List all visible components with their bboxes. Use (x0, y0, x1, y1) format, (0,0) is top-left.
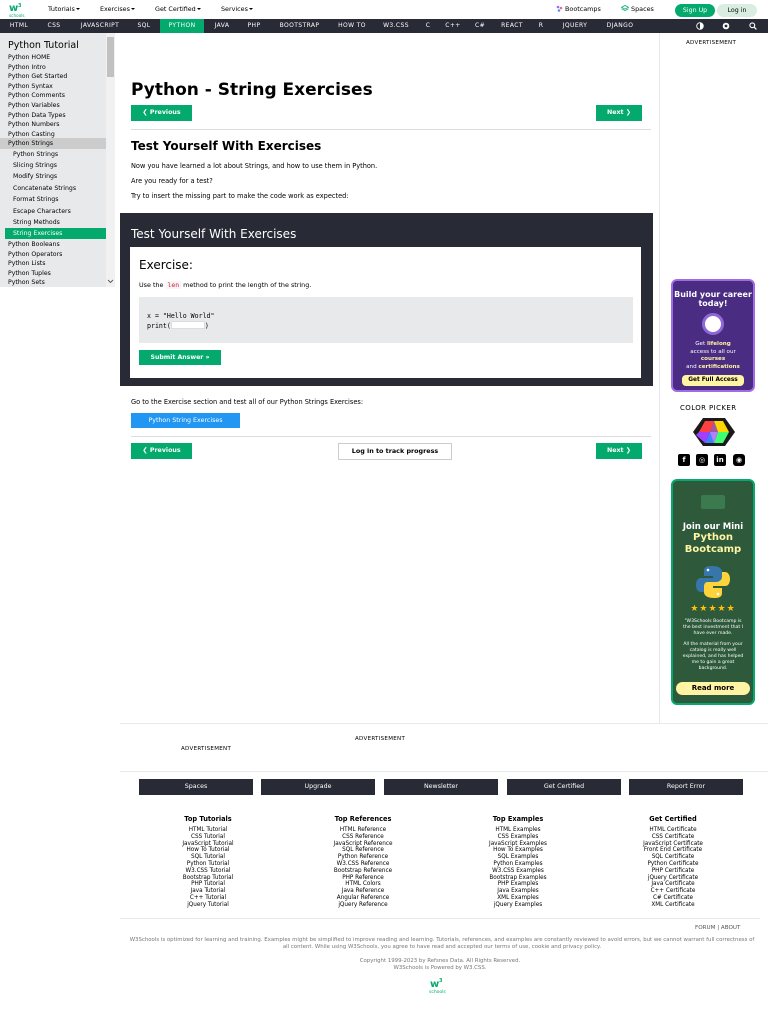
sidebar-scrollbar[interactable] (106, 33, 115, 287)
nav-w3css[interactable]: W3.CSS (383, 22, 409, 29)
footer-link[interactable]: Java Certificate (651, 881, 695, 888)
promo-text: Get lifelong access to all our courses and certifications (686, 341, 740, 370)
w3schools-badge-icon (701, 495, 725, 509)
about-link[interactable]: ABOUT (720, 925, 741, 931)
footer-upgrade-button[interactable]: Upgrade (261, 779, 375, 795)
divider (120, 771, 768, 772)
sidebar-subitem-slicing-strings[interactable]: Slicing Strings (13, 162, 57, 169)
sidebar-subitem-string-methods[interactable]: String Methods (13, 219, 60, 226)
intro-paragraph: Now you have learned a lot about Strings, and how to use them in Python. (131, 162, 378, 170)
goto-exercises-text: Go to the Exercise section and test all of our Python Strings Exercises: (131, 398, 364, 406)
read-more-button[interactable]: Read more (676, 682, 750, 695)
signup-button[interactable]: Sign Up (675, 4, 715, 17)
color-picker-icon[interactable] (693, 418, 735, 446)
track-progress-button[interactable]: Log in to track progress (338, 443, 452, 460)
nav-how-to[interactable]: HOW TO (338, 22, 366, 29)
nav-csharp[interactable]: C# (474, 22, 486, 29)
spaces-icon (621, 5, 629, 12)
previous-button-bottom[interactable]: ❮ Previous (131, 443, 192, 459)
tutorial-nav-bar (0, 19, 768, 33)
exercise-instruction: Use the len method to print the length of the string. (139, 281, 312, 289)
footer-link[interactable]: PHP Examples (497, 881, 539, 888)
sidebar-title: Python Tutorial (8, 40, 79, 51)
advertisement-label: ADVERTISEMENT (686, 40, 737, 46)
nav-django[interactable]: DJANGO (606, 22, 634, 29)
footer-link[interactable]: HTML Tutorial (188, 827, 228, 833)
top-bar (0, 0, 768, 19)
color-picker-label[interactable]: COLOR PICKER (680, 404, 737, 412)
caret-down-icon (76, 8, 80, 10)
nav-bootstrap[interactable]: BOOTSTRAP (279, 22, 320, 29)
footer-link[interactable]: PHP Certificate (651, 867, 695, 874)
footer-column-title: Get Certified (649, 815, 697, 823)
discord-icon[interactable]: ◉ (733, 454, 745, 466)
footer-link[interactable]: HTML Examples (495, 827, 541, 833)
footer-links: FORUM | ABOUT (695, 925, 741, 931)
previous-button[interactable]: ❮ Previous (131, 105, 192, 121)
get-full-access-button[interactable]: Get Full Access (682, 375, 744, 386)
caret-down-icon (249, 8, 253, 10)
footer-link[interactable]: Front End Certificate (643, 847, 703, 854)
footer-link[interactable]: C++ Certificate (650, 888, 696, 895)
footer-link[interactable]: PHP Tutorial (191, 881, 225, 888)
footer-spaces-button[interactable]: Spaces (139, 779, 253, 795)
footer-link[interactable]: jQuery Tutorial (187, 901, 229, 908)
w3schools-logo[interactable] (8, 2, 34, 18)
footer-link[interactable]: Java Tutorial (190, 888, 226, 895)
search-icon[interactable] (749, 22, 757, 30)
footer-newsletter-button[interactable]: Newsletter (384, 779, 498, 795)
divider (120, 723, 768, 724)
footer-link[interactable]: How To Examples (493, 847, 543, 854)
footer-link[interactable]: SQL Certificate (651, 854, 695, 861)
footer-link[interactable]: HTML Reference (339, 827, 387, 833)
footer-link[interactable]: Bootstrap Tutorial (182, 874, 234, 881)
login-button[interactable]: Log in (717, 4, 757, 17)
footer-link[interactable]: HTML Certificate (649, 827, 697, 833)
footer-link[interactable]: Bootstrap Reference (333, 867, 393, 874)
nav-html[interactable]: HTML (9, 22, 29, 29)
sidebar-item-python-casting[interactable]: Python Casting (8, 131, 55, 138)
exercise-box (120, 213, 653, 386)
sidebar-item-python-booleans[interactable]: Python Booleans (8, 241, 60, 248)
svg-text:3: 3 (439, 978, 443, 984)
footer-link[interactable]: Python Certificate (647, 860, 699, 867)
right-column-divider (659, 33, 660, 723)
sidebar-subitem-modify-strings[interactable]: Modify Strings (13, 173, 58, 180)
divider (131, 436, 651, 437)
sidebar-item-python-lists[interactable]: Python Lists (8, 260, 46, 267)
nav-cpp[interactable]: C++ (445, 22, 461, 29)
footer-link[interactable]: Bootstrap Examples (489, 874, 547, 881)
advertisement-label: ADVERTISEMENT (355, 736, 406, 742)
sidebar-item-python-intro[interactable]: Python Intro (8, 64, 46, 71)
sidebar-item-python-numbers[interactable]: Python Numbers (8, 121, 60, 128)
sidebar-item-python-comments[interactable]: Python Comments (8, 92, 65, 99)
footer-link[interactable]: CSS Tutorial (191, 833, 225, 840)
sidebar-item-python-home[interactable]: Python HOME (8, 54, 51, 61)
sidebar-item-python-operators[interactable]: Python Operators (8, 251, 63, 258)
menu-services[interactable]: Services (221, 5, 253, 13)
footer-link[interactable]: CSS Reference (342, 833, 384, 840)
footer-link[interactable]: Java Reference (341, 888, 385, 895)
footer-link[interactable]: Python Examples (493, 860, 543, 867)
nav-react[interactable]: REACT (501, 22, 523, 29)
footer-link[interactable]: Angular Reference (336, 894, 390, 901)
w3schools-footer-logo[interactable] (428, 977, 454, 995)
bootcamps-icon (556, 5, 563, 12)
dark-mode-icon[interactable] (696, 22, 704, 30)
footer-link[interactable]: SQL Reference (342, 847, 384, 854)
footer-link[interactable]: JavaScript Tutorial (182, 840, 234, 847)
nav-c[interactable]: C (425, 22, 431, 29)
nav-python[interactable]: PYTHON (160, 19, 204, 33)
python-logo-icon (695, 564, 731, 600)
logo-subtext: schools (9, 13, 25, 18)
caret-down-icon (131, 8, 135, 10)
python-string-exercises-button[interactable]: Python String Exercises (131, 413, 240, 428)
footer-report-error-button[interactable]: Report Error (629, 779, 743, 795)
sidebar-item-python-tuples[interactable]: Python Tuples (8, 270, 51, 277)
footer-link[interactable]: W3.CSS Examples (492, 867, 544, 874)
promo-line: Python (693, 532, 733, 543)
next-button[interactable]: Next ❯ (596, 105, 642, 121)
career-promo-card[interactable] (671, 279, 755, 392)
footer-link[interactable]: PHP Reference (342, 874, 384, 881)
footer-column-title: Top References (334, 815, 392, 823)
footer-link[interactable]: jQuery Certificate (647, 874, 699, 881)
footer-link[interactable]: JavaScript Reference (333, 840, 393, 847)
svg-text:w: w (430, 979, 440, 990)
svg-text:3: 3 (18, 3, 22, 9)
code-line: x = "Hello World" (147, 312, 215, 320)
footer-column-get-certified (618, 815, 728, 909)
sidebar-scrollbar-thumb[interactable] (107, 37, 114, 77)
ready-paragraph: Are you ready for a test? (131, 177, 213, 185)
linkedin-icon[interactable]: in (714, 454, 726, 466)
logo-subtext: schools (429, 990, 446, 995)
footer-copyright: Copyright 1999-2023 by Refsnes Data. All Rights Reserved. W3Schools is Powered by W3.CSS. (359, 958, 521, 971)
instruction-paragraph: Try to insert the missing part to make the code work as expected: (131, 192, 349, 200)
menu-exercises[interactable]: Exercises (100, 5, 135, 13)
footer-link[interactable]: HTML Colors (345, 881, 381, 888)
sidebar-subitem-format-strings[interactable]: Format Strings (13, 196, 59, 203)
next-button-bottom[interactable]: Next ❯ (596, 443, 642, 459)
exercise-label: Exercise: (139, 258, 193, 272)
instagram-icon[interactable]: ◎ (696, 454, 708, 466)
caret-down-icon (197, 8, 201, 10)
footer-disclaimer: W3Schools is optimized for learning and training. Examples might be simplified to improve reading and learning. Tutorials, references, and examples are constantly reviewed to avoid errors, but we cannot warrant full correctness of all content. While using W3Schools, you agree to have read and accepted our terms of use, cookie and privacy policy. (129, 937, 755, 950)
sidebar (0, 33, 115, 287)
testimonial-text: All the material from your catalog is really well explained, and has helped me to gain a great background. (682, 642, 744, 671)
python-bootcamp-promo[interactable] (671, 479, 755, 705)
sidebar-item-python-variables[interactable]: Python Variables (8, 102, 60, 109)
promo-title: Build your career today! (674, 290, 752, 308)
sidebar-subitem-escape-characters[interactable]: Escape Characters (13, 208, 71, 215)
inline-code: len (167, 281, 180, 289)
globe-icon[interactable] (722, 22, 730, 30)
nav-css[interactable]: CSS (47, 22, 61, 29)
footer-link[interactable]: Java Examples (497, 888, 539, 895)
footer-get-certified-button[interactable]: Get Certified (507, 779, 621, 795)
spaces-link[interactable]: Spaces (621, 5, 654, 13)
footer-link[interactable]: SQL Examples (497, 854, 539, 861)
footer-link[interactable]: CSS Examples (497, 833, 539, 840)
svg-text:w: w (9, 3, 19, 14)
submit-answer-button[interactable]: Submit Answer » (139, 350, 221, 365)
footer-column-title: Top Examples (492, 815, 544, 823)
footer-link[interactable]: Python Tutorial (186, 860, 230, 867)
footer-link[interactable]: XML Examples (497, 894, 539, 901)
rating-stars: ★★★★★ (690, 604, 736, 614)
footer-link[interactable]: jQuery Examples (493, 901, 543, 908)
footer-column-top-tutorials (153, 815, 263, 909)
nav-php[interactable]: PHP (247, 22, 261, 29)
exercise-panel (130, 247, 641, 378)
advertisement-label: ADVERTISEMENT (181, 746, 232, 752)
exercise-code-block (139, 297, 633, 343)
footer-link[interactable]: jQuery Reference (338, 901, 388, 908)
footer-link[interactable]: How To Tutorial (186, 847, 230, 854)
nav-sql[interactable]: SQL (137, 22, 151, 29)
footer-link[interactable]: XML Certificate (651, 901, 695, 908)
divider (131, 129, 651, 130)
footer-link[interactable]: Python Reference (337, 854, 389, 861)
sidebar-subitem-python-strings[interactable]: Python Strings (13, 151, 59, 158)
w3schools-badge-icon (702, 313, 724, 335)
sidebar-subitem-concatenate-strings[interactable]: Concatenate Strings (13, 185, 77, 192)
sidebar-item-python-sets[interactable]: Python Sets (8, 279, 45, 286)
footer-link[interactable]: CSS Certificate (651, 833, 695, 840)
facebook-icon[interactable]: f (678, 454, 690, 466)
footer-link[interactable]: JavaScript Examples (489, 840, 547, 847)
nav-jquery[interactable]: JQUERY (562, 22, 588, 29)
menu-tutorials[interactable]: Tutorials (48, 5, 80, 13)
exercise-box-title: Test Yourself With Exercises (131, 227, 297, 241)
chevron-down-icon[interactable] (107, 279, 114, 284)
footer-column-title: Top Tutorials (184, 815, 232, 823)
footer-link[interactable]: C++ Tutorial (189, 894, 227, 901)
menu-get-certified[interactable]: Get Certified (155, 5, 201, 13)
sidebar-item-python-data-types[interactable]: Python Data Types (8, 112, 66, 119)
footer-link[interactable]: C# Certificate (652, 894, 694, 901)
code-line: print( ) (147, 322, 209, 330)
divider (120, 918, 760, 919)
sidebar-item-python-syntax[interactable]: Python Syntax (8, 83, 53, 90)
promo-line: Join our Mini (682, 522, 744, 532)
footer-link[interactable]: W3.CSS Tutorial (185, 867, 231, 874)
sidebar-item-python-strings[interactable]: Python Strings (0, 138, 106, 149)
sidebar-subitem-string-exercises[interactable]: String Exercises (5, 228, 106, 239)
answer-input[interactable] (171, 321, 205, 329)
testimonial-text: "W3Schools Bootcamp is the best investment that I have ever made. (683, 619, 743, 636)
nav-r[interactable]: R (538, 22, 544, 29)
social-links (678, 454, 748, 466)
sidebar-item-python-get-started[interactable]: Python Get Started (8, 73, 68, 80)
footer-link[interactable]: W3.CSS Reference (336, 860, 390, 867)
footer-column-top-references (308, 815, 418, 909)
promo-line: Bootcamp (684, 544, 742, 555)
footer-link[interactable]: JavaScript Certificate (643, 840, 703, 847)
nav-javascript[interactable]: JAVASCRIPT (80, 22, 120, 29)
footer-column-top-examples (463, 815, 573, 909)
bootcamps-link[interactable]: Bootcamps (556, 5, 601, 13)
nav-java[interactable]: JAVA (214, 22, 230, 29)
section-heading: Test Yourself With Exercises (131, 139, 322, 153)
footer-link[interactable]: SQL Tutorial (191, 854, 225, 861)
forum-link[interactable]: FORUM (695, 925, 716, 931)
page-title: Python - String Exercises (131, 80, 373, 100)
